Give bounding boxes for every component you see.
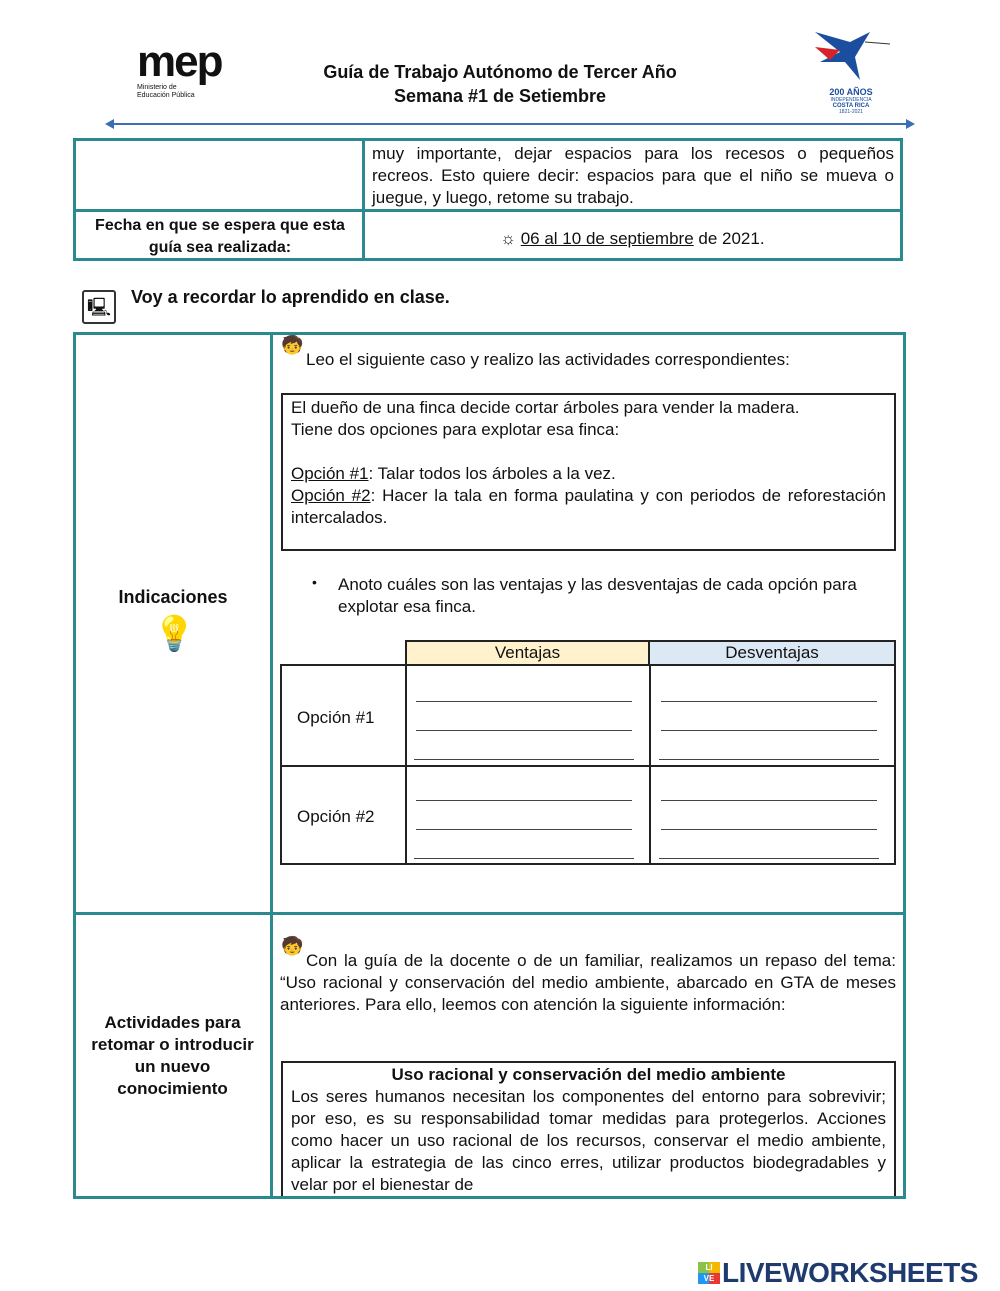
answer-line[interactable]	[414, 858, 634, 859]
answer-line[interactable]	[661, 829, 877, 830]
title-line: Guía de Trabajo Autónomo de Tercer Año	[323, 62, 677, 82]
desventajas-header	[648, 640, 896, 666]
top-table	[73, 138, 903, 261]
date-range: 06 al 10 de septiembre	[520, 229, 694, 248]
bullet-text: Anoto cuáles son las ventajas y las desventajas de cada opción para explotar esa finca.	[338, 575, 857, 616]
case-box	[281, 393, 896, 551]
bicentennial-logo	[810, 22, 892, 114]
answer-line[interactable]	[659, 759, 879, 760]
header-cell: Ventajas	[494, 643, 561, 662]
info-box	[281, 1061, 896, 1196]
page-title	[250, 60, 750, 108]
hummingbird-icon	[810, 22, 892, 82]
answer-line[interactable]	[659, 858, 879, 859]
logo-text: mep	[137, 37, 222, 86]
header-cell: Desventajas	[725, 643, 819, 662]
ventajas-header	[405, 640, 650, 666]
case-text: El dueño de una finca decide cortar árboles para vender la madera.	[291, 398, 800, 417]
info-box-title: Uso racional y conservación del medio ambiente	[391, 1065, 786, 1084]
answer-line[interactable]	[414, 759, 634, 760]
instructions-text: muy importante, dejar espacios para los recesos o pequeños recreos. Esto quiere decir: espacios para que el niño se mueva o juegue, y luego, retome su trabajo.	[372, 144, 894, 207]
liveworksheets-logo	[698, 1257, 978, 1289]
row-label: Opción #2	[297, 807, 375, 826]
answer-line[interactable]	[416, 829, 632, 830]
date-year: de 2021.	[693, 229, 765, 248]
row-label: Opción #1	[297, 708, 375, 727]
date-value	[365, 228, 900, 250]
indicaciones-label: Indicaciones	[118, 587, 228, 607]
title-line: Semana #1 de Setiembre	[393, 86, 607, 106]
logo-mini: VE	[698, 1273, 720, 1284]
bullet-icon: •	[312, 574, 317, 590]
option-label: Opción #1	[291, 464, 369, 483]
answer-line[interactable]	[416, 730, 632, 731]
case-text: Tiene dos opciones para explotar esa finca:	[291, 420, 620, 439]
answer-line[interactable]	[661, 730, 877, 731]
section-title: Voy a recordar lo aprendido en clase.	[131, 287, 450, 307]
info-box-text: Los seres humanos necesitan los componentes del entorno para sobrevivir; por eso, es su responsabilidad tomar medidas para protegerlos. Acciones como hacer un uso racional de los recursos, conservar el medio ambiente, aplicar la estrategia de las cinco erres, utilizar productos biodegradables y velar por el bienestar de	[291, 1087, 886, 1194]
date-label: Fecha en que se espera que esta guía sea realizada:	[95, 217, 345, 256]
student-icon: 🧒	[281, 936, 304, 956]
logo-mini: LI	[698, 1262, 720, 1273]
sun-icon: ☼	[500, 229, 521, 248]
options-table	[280, 664, 896, 865]
logo-sub: Educación Pública	[137, 92, 195, 99]
intro-text: Con la guía de la docente o de un familiar, realizamos un repaso del tema: “Uso racional y conservación del medio ambiente, abarcado en GTA de meses anteriores. Para ello, leemos con atención la siguiente información:	[280, 951, 896, 1014]
option-text: : Talar todos los árboles a la vez.	[368, 464, 616, 483]
intro-text: Leo el siguiente caso y realizo las actividades correspondientes:	[306, 350, 790, 369]
computer-icon: 🖳	[82, 290, 116, 324]
badge-text: INDEPENDENCIA	[830, 97, 872, 103]
brand-text: LIVEWORKSHEETS	[722, 1257, 978, 1288]
option-text: : Hacer la tala en forma paulatina y con periodos de reforestación intercalados.	[291, 486, 886, 527]
answer-line[interactable]	[416, 800, 632, 801]
actividades-label: Actividades para retomar o introducir un nuevo conocimiento	[91, 1013, 254, 1098]
badge-text: 200 AÑOS	[829, 87, 873, 97]
mep-logo	[137, 37, 232, 110]
badge-text: COSTA RICA	[832, 103, 870, 109]
lightbulb-icon: 💡	[153, 615, 196, 653]
answer-line[interactable]	[416, 701, 632, 702]
student-icon: 🧒	[281, 335, 304, 355]
answer-line[interactable]	[661, 701, 877, 702]
answer-line[interactable]	[661, 800, 877, 801]
header-divider-arrow	[105, 118, 915, 130]
badge-text: 1821-2021	[839, 109, 863, 115]
logo-sub: Ministerio de	[137, 84, 177, 91]
option-label: Opción #2	[291, 486, 371, 505]
